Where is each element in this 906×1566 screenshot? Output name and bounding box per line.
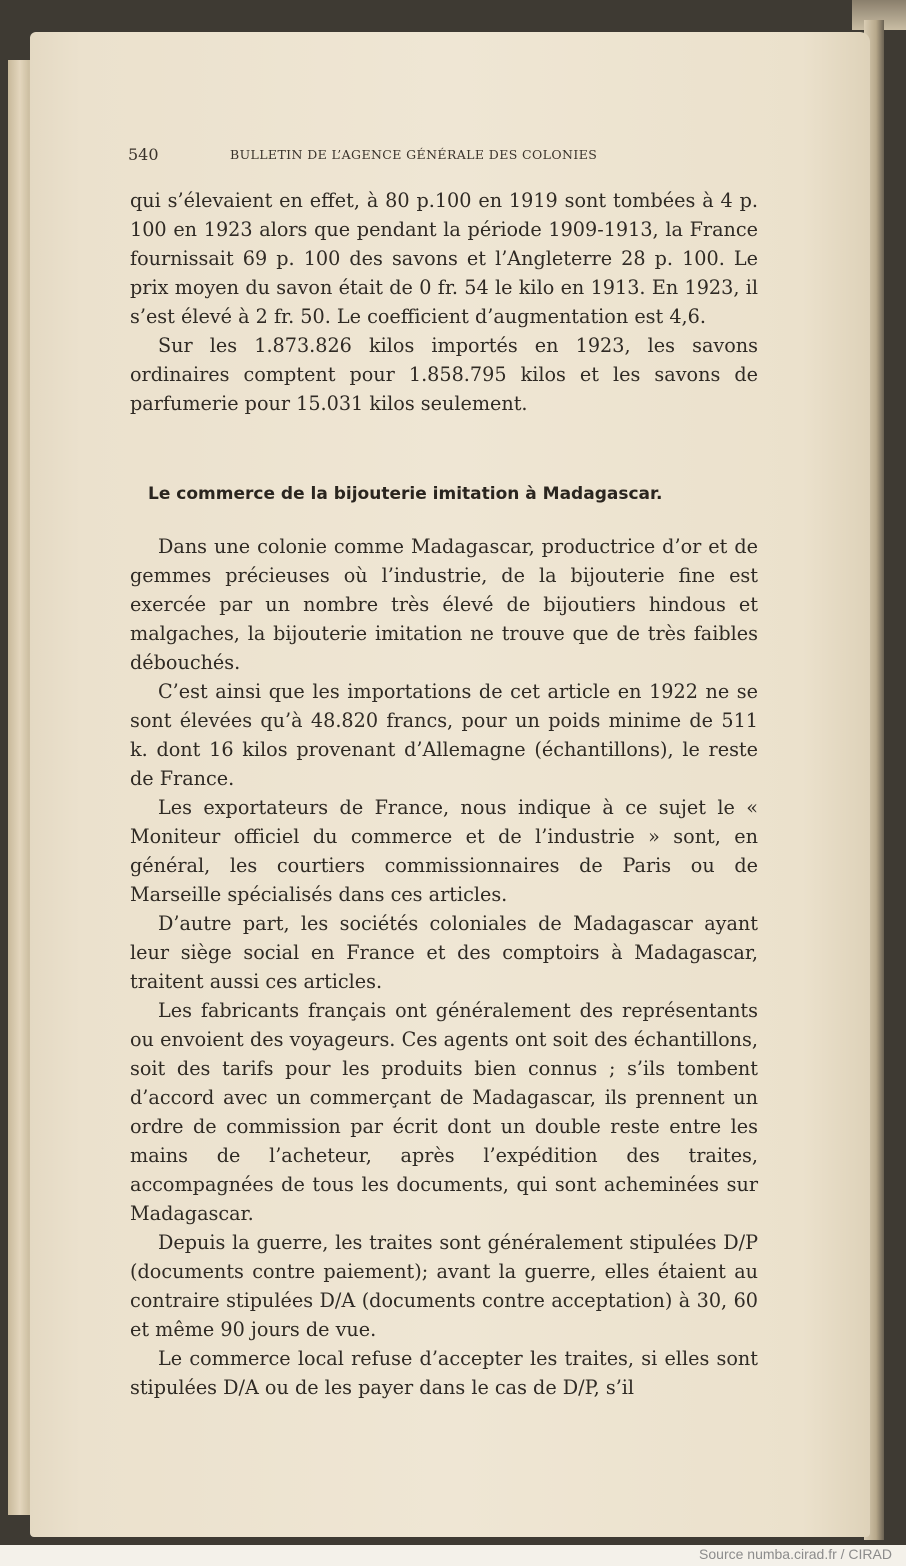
paragraph: D’autre part, les sociétés coloniales de Madagascar ayant leur siège social en France et des comptoirs à Madagascar, traitent aussi ces articles. — [130, 912, 758, 993]
paragraph: C’est ainsi que les importations de cet article en 1922 ne se sont élevées qu’à 48.820 francs, pour un poids minime de 511 k. dont 16 kilos provenant d’Allemagne (échantillons), le reste de France. — [130, 680, 758, 790]
running-header — [128, 145, 640, 165]
paragraph: Depuis la guerre, les traites sont généralement stipulées D/P (documents contre paiement); avant la guerre, elles étaient au contraire stipulées D/A (documents contre acceptation) à 30, 60 et même 90 jours de vue. — [130, 1231, 758, 1341]
paragraph: Sur les 1.873.826 kilos importés en 1923, les savons ordinaires comptent pour 1.858.795 kilos et les savons de parfumerie pour 15.031 kilos seulement. — [130, 334, 758, 415]
section-heading: Le commerce de la bijouterie imitation à Madagascar. — [148, 484, 663, 504]
paragraph: Dans une colonie comme Madagascar, productrice d’or et de gemmes précieuses où l’industrie, de la bijouterie fine est exercée par un nombre très élevé de bijoutiers hindous et malgaches, la bijouterie imitation ne trouve que de très faibles débouchés. — [130, 535, 758, 674]
paragraph: Les exportateurs de France, nous indique à ce sujet le « Moniteur officiel du commerce et de l’industrie » sont, en général, les courtiers commissionnaires de Paris ou de Marseille spécialisés dans ces articles. — [130, 796, 758, 906]
paragraph: qui s’élevaient en effet, à 80 p.100 en 1919 sont tombées à 4 p. 100 en 1923 alors que pendant la période 1909-1913, la France fournissait 69 p. 100 des savons et l’Angleterre 28 p. 100. Le prix moyen du savon était de 0 fr. 54 le kilo en 1913. En 1923, il s’est élevé à 2 fr. 50. Le coefficient d’augmentation est 4,6. — [130, 189, 758, 328]
paragraph: Les fabricants français ont généralement des représentants ou envoient des voyageurs. Ces agents ont soit des échantillons, soit des tarifs pour les produits bien connus ; s’ils tombent d’accord avec un commerçant de Madagascar, ils prennent un ordre de commission par écrit dont un double reste entre les mains de l’acheteur, après l’expédition des traites, accompagnées de tous les documents, qui sont acheminées sur Madagascar. — [130, 999, 758, 1225]
section-soap-text — [130, 186, 758, 418]
source-credit: Source numba.cirad.fr / CIRAD — [699, 1546, 892, 1562]
page-number: 540 — [128, 145, 159, 164]
running-title: BULLETIN DE L’AGENCE GÉNÉRALE DES COLONIES — [230, 147, 598, 162]
paragraph: Le commerce local refuse d’accepter les traites, si elles sont stipulées D/A ou de les payer dans le cas de D/P, s’il — [130, 1347, 758, 1399]
section-jewelry-text — [130, 532, 758, 1402]
